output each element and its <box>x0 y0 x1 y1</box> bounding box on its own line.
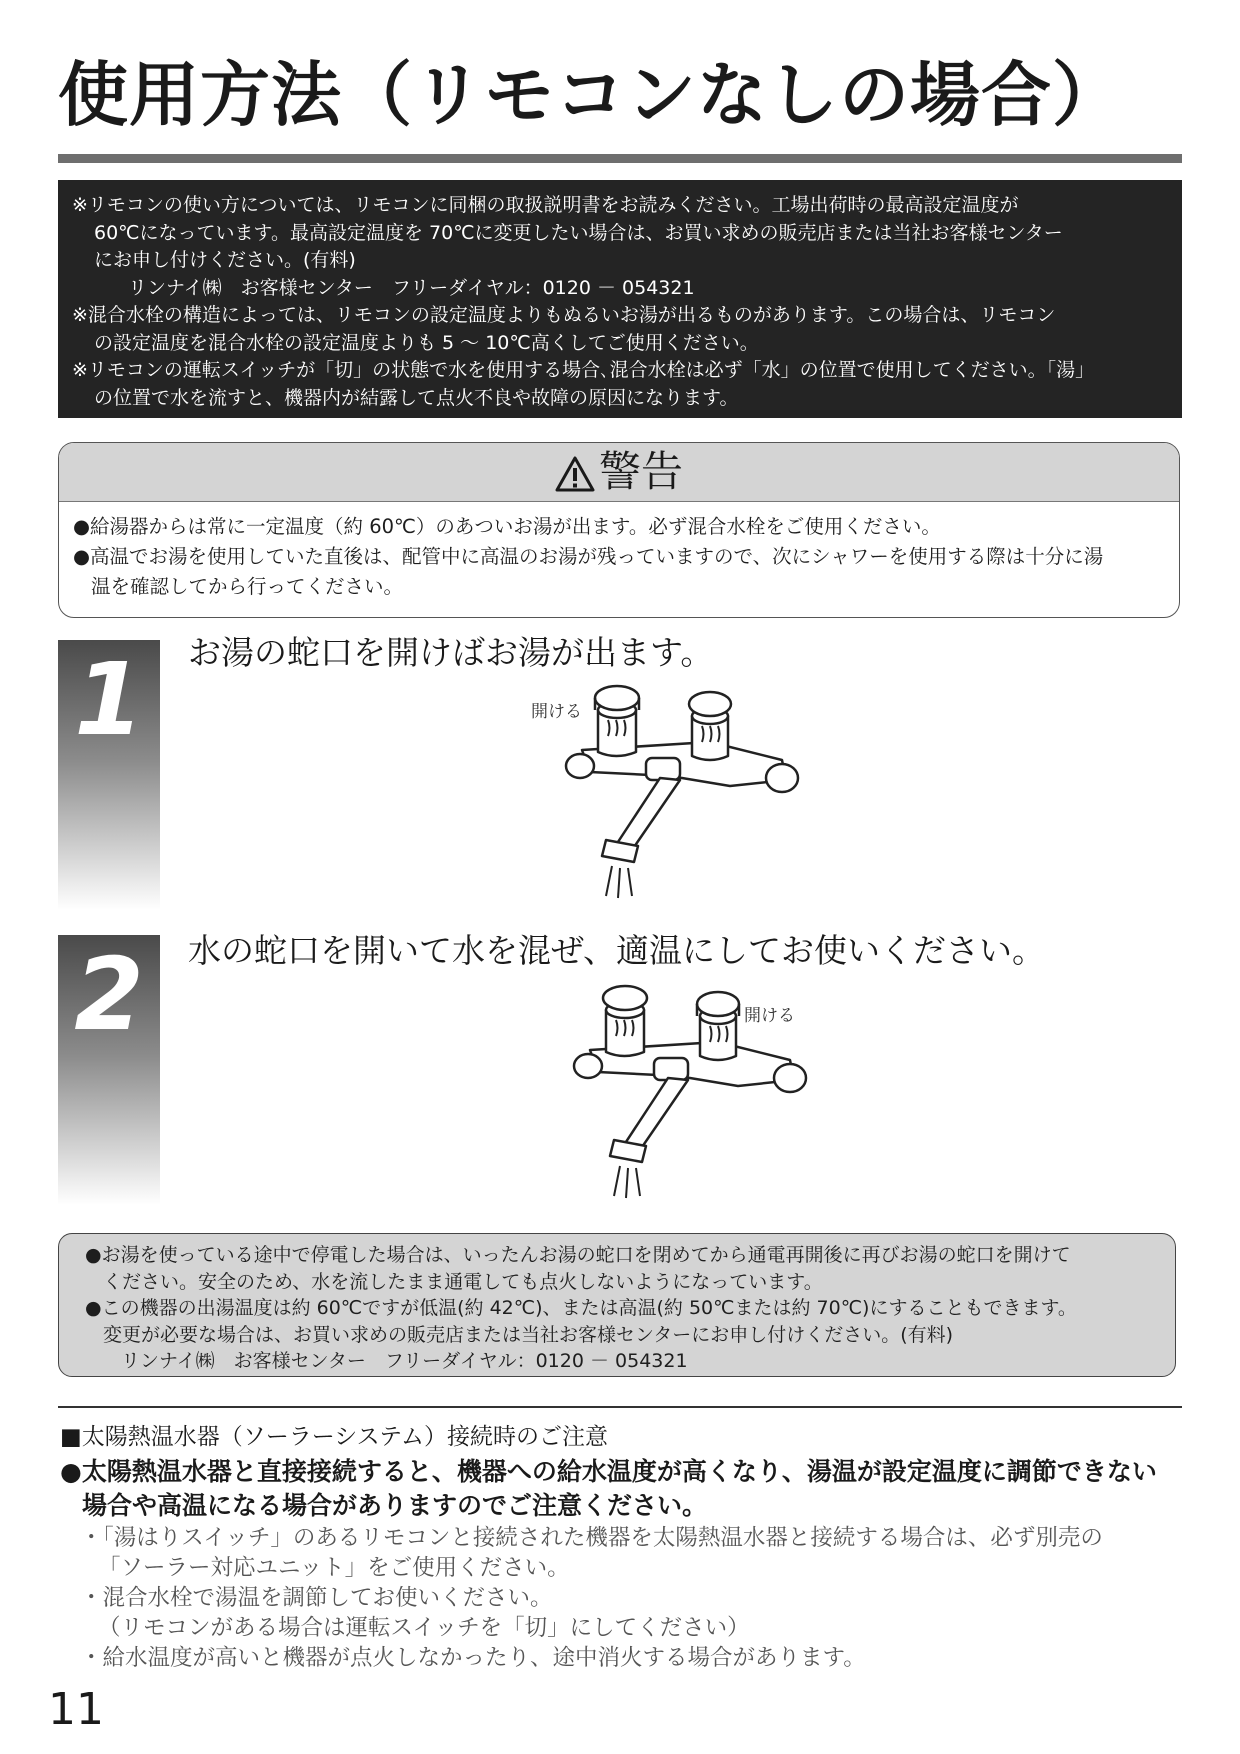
solar-caution-line: 場合や高温になる場合がありますのでご注意ください。 <box>82 1491 708 1520</box>
notes-line: にお申し付けください。(有料) <box>94 249 356 271</box>
solar-sub-line: ・給水温度が高いと機器が点火しなかったり、途中消火する場合があります。 <box>80 1645 866 1671</box>
title-rule <box>58 154 1182 163</box>
page-number: 11 <box>48 1684 104 1735</box>
info-line: 変更が必要な場合は、お買い求めの販売店または当社お客様センターにお申し付けください。(有料) <box>103 1323 954 1346</box>
notes-line: ※リモコンの運転スイッチが「切」の状態で水を使用する場合､混合水栓は必ず「水」の位置で使用してください。「湯」 <box>72 359 1095 381</box>
info-line: ●お湯を使っている途中で停電した場合は、いったんお湯の蛇口を閉めてから通電再開後に再びお湯の蛇口を開けて <box>85 1244 1071 1266</box>
notes-line: の位置で水を流すと、機器内が結露して点火不良や故障の原因になります。 <box>94 386 739 409</box>
warning-line: 温を確認してから行ってください。 <box>91 575 404 598</box>
faucet-hot-open-illustration <box>560 680 800 910</box>
step-1-open-label: 開ける <box>531 702 582 722</box>
notes-line: 60℃になっています。最高設定温度を 70℃に変更したい場合は、お買い求めの販売店または当社お客様センター <box>94 221 1063 244</box>
step-1-number: 1 <box>74 641 144 758</box>
warning-triangle-icon <box>555 456 595 492</box>
solar-sub-line: 「ソーラー対応ユニット」をご使用ください。 <box>98 1555 570 1581</box>
notes-line: ※混合水栓の構造によっては、リモコンの設定温度よりもぬるいお湯が出るものがあります。この場合は、リモコン <box>72 304 1056 326</box>
solar-caution-line: ●太陽熱温水器と直接接続すると、機器への給水温度が高くなり、湯温が設定温度に調節できない <box>60 1457 1157 1486</box>
info-line: ください。安全のため、水を流したまま通電しても点火しないようになっています。 <box>103 1270 823 1293</box>
info-notes-box <box>58 1233 1176 1377</box>
warning-box <box>58 442 1180 618</box>
notes-box <box>58 180 1182 418</box>
solar-section-title: ■太陽熱温水器（ソーラーシステム）接続時のご注意 <box>60 1424 608 1450</box>
warning-line: ●給湯器からは常に一定温度（約 60℃）のあついお湯が出ます。必ず混合水栓をご使用ください。 <box>73 515 941 538</box>
step-2-open-label: 開ける <box>744 1006 795 1026</box>
solar-sub-line: ・混合水栓で湯温を調節してお使いください。 <box>80 1585 553 1611</box>
info-line: リンナイ㈱ お客様センター フリーダイヤル：0120 － 054321 <box>121 1350 688 1372</box>
notes-line: ※リモコンの使い方については、リモコンに同梱の取扱説明書をお読みください。工場出荷時の最高設定温度が <box>72 194 1019 216</box>
step-2-number: 2 <box>74 936 144 1053</box>
section-rule <box>58 1406 1182 1408</box>
solar-sub-notes <box>80 1523 1103 1673</box>
warning-body <box>59 502 1179 602</box>
notes-line: リンナイ㈱ お客様センター フリーダイヤル：0120 － 054321 <box>128 276 695 299</box>
faucet-cold-open-illustration <box>568 980 808 1210</box>
warning-line: ●高温でお湯を使用していた直後は、配管中に高温のお湯が残っていますので、次にシャワーを使用する際は十分に湯 <box>73 545 1104 568</box>
warning-heading: 警告 <box>598 447 683 496</box>
step-2-text: 水の蛇口を開いて水を混ぜ、適温にしてお使いください。 <box>188 931 1046 970</box>
solar-sub-line: （リモコンがある場合は運転スイッチを「切」にしてください） <box>98 1615 750 1641</box>
solar-sub-line: ・「湯はりスイッチ」のあるリモコンと接続された機器を太陽熱温水器と接続する場合は、必ず別売の <box>80 1525 1103 1551</box>
page-title: 使用方法（リモコンなしの場合） <box>58 54 1123 136</box>
notes-line: の設定温度を混合水栓の設定温度よりも 5 ～ 10℃高くしてご使用ください。 <box>94 331 759 354</box>
info-line: ●この機器の出湯温度は約 60℃ですが低温(約 42℃)、または高温(約 50℃または約 70℃)にすることもできます。 <box>85 1297 1077 1319</box>
step-1-text: お湯の蛇口を開けばお湯が出ます。 <box>188 633 714 672</box>
solar-caution <box>60 1455 1157 1523</box>
warning-header <box>59 443 1179 502</box>
